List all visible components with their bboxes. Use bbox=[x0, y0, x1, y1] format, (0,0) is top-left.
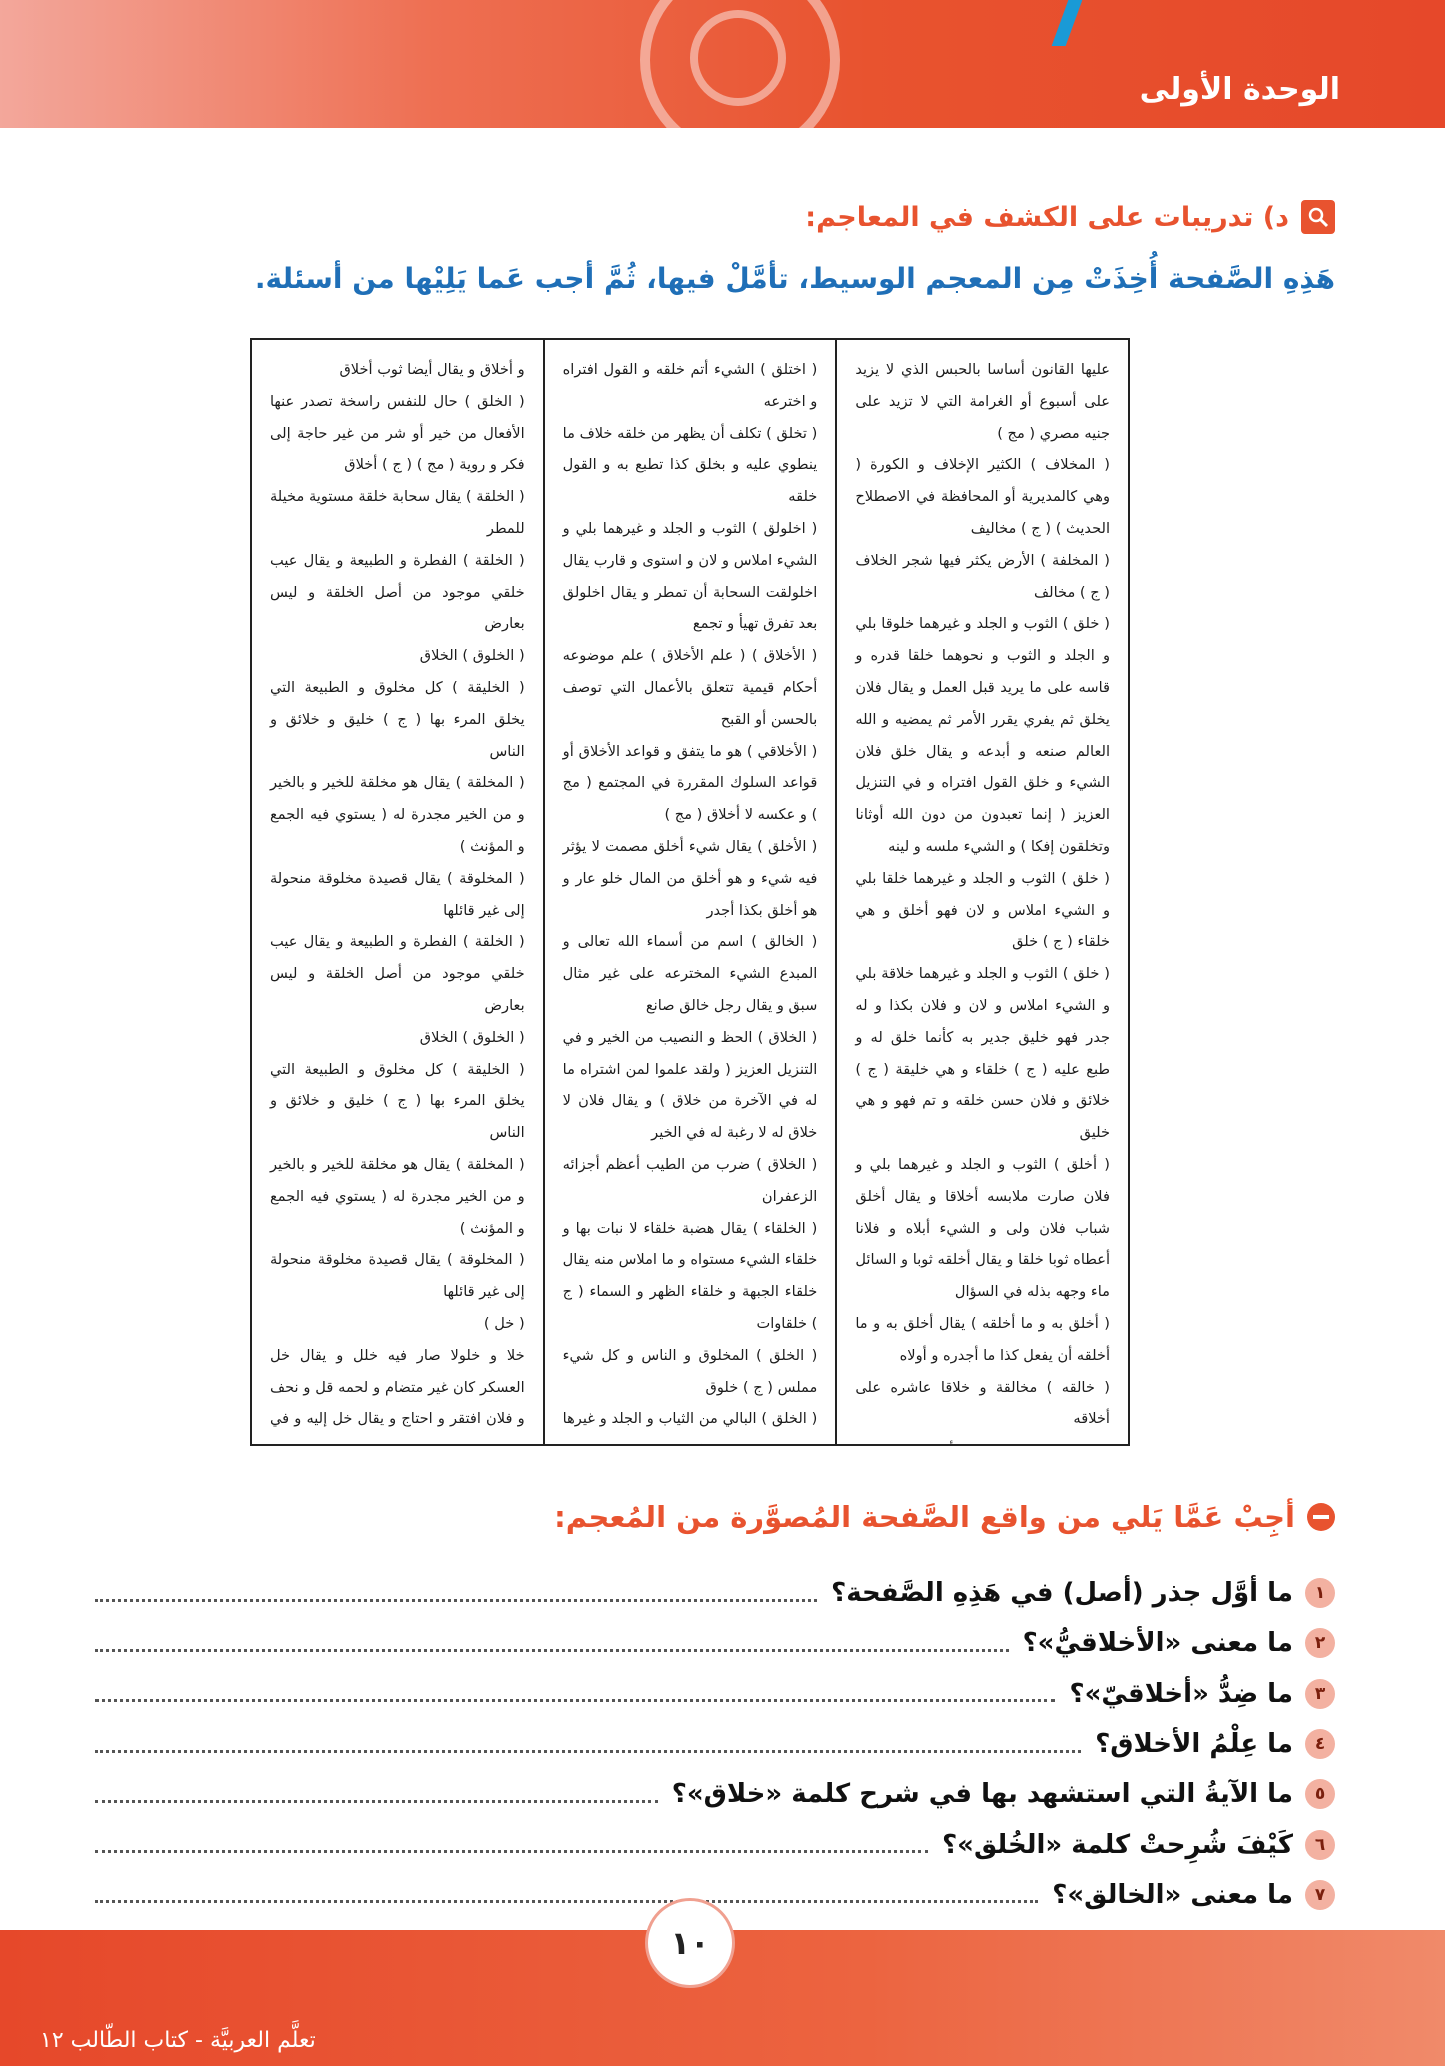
dictionary-entry: ( الأخلق ) يقال شيء أخلق مصمت لا يؤثر فيه شيء و هو أخلق من المال خلو عار و هو أخلق بكذا أجدر bbox=[562, 837, 818, 919]
question-number: ٣ bbox=[1305, 1679, 1335, 1709]
dictionary-entry: ( المخلقة ) يقال هو مخلقة للخير و بالخير و من الخير مجدرة له ( يستوي فيه الجمع و المؤنث ) bbox=[269, 1155, 525, 1237]
dictionary-entry: ( خل ) bbox=[483, 1314, 525, 1332]
question-item bbox=[95, 1769, 1335, 1819]
question-item bbox=[95, 1719, 1335, 1769]
question-text: ما أوَّل جذر (أصل) في هَذِهِ الصَّفحة؟ bbox=[831, 1578, 1293, 1609]
top-banner bbox=[0, 0, 1445, 128]
dictionary-entry: ( الخلاق ) الحظ و النصيب من الخير و في التنزيل العزيز ( ولقد علموا لمن اشتراه ما له في الآخرة من خلاق ) و يقال فلان لا خلاق له لا رغبة له في الخير bbox=[562, 1028, 818, 1142]
dictionary-entry: ( خلق ) الثوب و الجلد و غيرهما خلقا بلي و الشيء املاس و لان فهو أخلق و هي خلقاء ( ج ) خلق bbox=[855, 869, 1110, 951]
dictionary-entry: ( المخلقة ) يقال هو مخلقة للخير و بالخير و من الخير مجدرة له ( يستوي فيه الجمع و المؤنث ) bbox=[269, 774, 525, 855]
dictionary-entry: ( اخلولق ) الثوب و الجلد و غيرهما بلي و الشيء املاس و لان و استوى و قارب يقال اخلولقت السحابة أن تمطر و يقال اخلولق بعد تفرق تهيأ و تجمع bbox=[562, 519, 818, 633]
question-number: ٢ bbox=[1305, 1628, 1335, 1658]
dictionary-entry: ( الخليقة ) كل مخلوق و الطبيعة التي يخلق المرء بها ( ج ) خليق و خلائق و الناس bbox=[269, 678, 525, 760]
question-item bbox=[95, 1618, 1335, 1668]
search-icon bbox=[1301, 200, 1335, 234]
dictionary-column-right bbox=[837, 340, 1128, 1444]
question-number: ٦ bbox=[1305, 1830, 1335, 1860]
dictionary-entry: ( الخلوق ) الخلاق bbox=[419, 1028, 525, 1046]
question-item bbox=[95, 1819, 1335, 1869]
dictionary-entry: ( الخلق ) المخلوق و الناس و كل شيء مملس ( ج ) خلوق bbox=[562, 1346, 818, 1396]
dictionary-entry: ( خلق ) الثوب و الجلد و غيرهما خلوقا بلي و الجلد و الثوب و نحوهما خلقا قدره و قاسه على ما يريد قبل العمل و يقال فلان يخلق ثم يفري يقرر الأمر ثم يمضيه و الله العالم صنعه و أبدعه و يقال خلق فلان الشيء و خلق القول افتراه و في التنزيل العزيز ( إنما تعبدون من دون الله أوثانا وتخلقون إفكا ) و الشيء ملسه و لينه bbox=[855, 615, 1110, 855]
decorative-stripe bbox=[1052, 0, 1083, 46]
dictionary-entry: ( الخلقة ) الفطرة و الطبيعة و يقال عيب خلقي موجود من أصل الخلقة و ليس بعارض bbox=[269, 933, 525, 1014]
question-item bbox=[95, 1568, 1335, 1618]
dictionary-entry: ( المخلوقة ) يقال قصيدة مخلوقة منحولة إلى غير قائلها bbox=[269, 1251, 525, 1301]
dictionary-entry: ( الخالق ) اسم من أسماء الله تعالى و المبدع الشيء المخترعه على غير مثال سبق و يقال رجل خالق صانع bbox=[562, 933, 818, 1014]
dictionary-entry: ( أخلق ) الثوب و الجلد و غيرهما بلي و فلان صارت ملابسه أخلاقا و يقال أخلق شباب فلان ولى و الشيء أبلاه و فلانا أعطاه ثوبا خلقا و يقال أخلقه ثوبا و السائل ماء وجهه بذله في السؤال bbox=[855, 1155, 1110, 1301]
dictionary-entry: عليها القانون أساسا بالحبس الذي لا يزيد على أسبوع أو الغرامة التي لا تزيد على جنيه مصري ( مج ) bbox=[855, 361, 1110, 442]
question-number: ٧ bbox=[1305, 1880, 1335, 1910]
question-number: ٤ bbox=[1305, 1729, 1335, 1759]
questions-heading-text: أجِبْ عَمَّا يَلي من واقع الصَّفحة المُصوَّرة من المُعجم: bbox=[554, 1500, 1295, 1534]
dictionary-entry bbox=[855, 1435, 1110, 1444]
dictionary-entry: ( الخلق ) البالي من الثياب و الجلد و غيرها bbox=[562, 1410, 818, 1428]
dictionary-entry: ( خالقه ) مخالقة و خلاقا عاشره على أخلاقه bbox=[855, 1378, 1110, 1428]
answer-line[interactable] bbox=[95, 1649, 1009, 1652]
answer-line[interactable] bbox=[95, 1800, 658, 1803]
dictionary-page bbox=[250, 338, 1130, 1446]
question-text: ما معنى «الأخلاقيُّ»؟ bbox=[1022, 1628, 1293, 1659]
question-item bbox=[95, 1669, 1335, 1719]
question-text: ما معنى «الخالق»؟ bbox=[1052, 1879, 1293, 1910]
question-text: ما ضِدُّ «أخلاقيّ»؟ bbox=[1069, 1678, 1293, 1709]
questions-list bbox=[95, 1568, 1335, 1920]
dictionary-entry: ( الخلاق ) ضرب من الطيب أعظم أجزائه الزعفران bbox=[562, 1155, 818, 1205]
dictionary-entry: ( الخلوق ) الخلاق bbox=[419, 647, 525, 665]
dictionary-entry: ( الخليقة ) كل مخلوق و الطبيعة التي يخلق المرء بها ( ج ) خليق و خلائق و الناس bbox=[269, 1060, 525, 1142]
dictionary-entry: خلا و خلولا صار فيه خلل و يقال خل العسكر كان غير متضام و لحمه قل و نحف و فلان افتقر و احتاج و يقال خل إليه و في bbox=[269, 1346, 525, 1428]
questions-heading bbox=[554, 1500, 1335, 1534]
dictionary-entry: ( اختلق ) الشيء أتم خلقه و القول افتراه و اخترعه bbox=[562, 361, 818, 410]
question-text: ما الآيةُ التي استشهد بها في شرح كلمة «خلاق»؟ bbox=[671, 1779, 1293, 1810]
unit-title: الوحدة الأولى bbox=[1139, 72, 1340, 107]
book-title: تعلَّم العربيَّة - كتاب الطّالب ١٢ bbox=[40, 2028, 316, 2053]
dictionary-entry: ( خلق ) الثوب و الجلد و غيرهما خلاقة بلي و الشيء املاس و لان و فلان بكذا و له جدر فهو خليق جدير به كأنما خلق له و طبع عليه ( ج ) خلقاء و هي خليقة ( ج ) خلائق و فلان حسن خلقه و تم فهو و هي خليق bbox=[855, 965, 1110, 1142]
question-text: ما عِلْمُ الأخلاق؟ bbox=[1095, 1729, 1293, 1760]
page-number: ١٠ bbox=[645, 1898, 735, 1988]
section-title: د) تدريبات على الكشف في المعاجم: bbox=[805, 201, 1289, 233]
dictionary-entry: ( الأخلاقي ) هو ما يتفق و قواعد الأخلاق أو قواعد السلوك المقررة في المجتمع ( مج ) و عكسه لا أخلاق ( مج ) bbox=[562, 742, 818, 824]
dictionary-entry: ( الأخلاق ) ( علم الأخلاق ) علم موضوعه أحكام قيمية تتعلق بالأعمال التي توصف بالحسن أو القبح bbox=[562, 647, 818, 728]
instruction-text: هَذِهِ الصَّفحة أُخِذَتْ مِن المعجم الوسيط، تأمَّلْ فيها، ثُمَّ أجب عَما يَلِيْها من أسئلة. bbox=[254, 262, 1335, 295]
dictionary-entry: ( أخلق به و ما أخلقه ) يقال أخلق به و ما أخلقه أن يفعل كذا ما أجدره و أولاه bbox=[855, 1314, 1110, 1364]
question-number: ١ bbox=[1305, 1578, 1335, 1608]
dictionary-entry: ( تخلق ) تكلف أن يظهر من خلقه خلاف ما ينطوي عليه و بخلق كذا تطبع به و القول خلقه bbox=[562, 424, 818, 506]
minus-circle-icon bbox=[1307, 1503, 1335, 1531]
dictionary-entry: ( المخلوقة ) يقال قصيدة مخلوقة منحولة إلى غير قائلها bbox=[269, 869, 525, 919]
dictionary-column-middle bbox=[545, 340, 838, 1444]
answer-line[interactable] bbox=[95, 1699, 1055, 1702]
answer-line[interactable] bbox=[95, 1750, 1081, 1753]
dictionary-entry: ( المخلفة ) الأرض يكثر فيها شجر الخلاف ( ج ) مخالف bbox=[855, 551, 1110, 601]
dictionary-entry: ( الخلقة ) يقال سحابة خلقة مستوية مخيلة للمطر bbox=[269, 488, 525, 537]
answer-line[interactable] bbox=[95, 1900, 1038, 1903]
answer-line[interactable] bbox=[95, 1599, 817, 1602]
answer-line[interactable] bbox=[95, 1850, 928, 1853]
dictionary-entry: ( الخلقاء ) يقال هضبة خلقاء لا نبات بها و خلقاء الشيء مستواه و ما املاس منه يقال خلقاء الجبهة و خلقاء الظهر و السماء ( ج ) خلقاوات bbox=[562, 1219, 818, 1332]
dictionary-entry: ( المخلاف ) الكثير الإخلاف و الكورة ( وهي كالمديرية أو المحافظة في الاصطلاح الحديث ) ( ج ) مخاليف bbox=[855, 456, 1110, 537]
dictionary-column-left bbox=[252, 340, 545, 1444]
dictionary-entry: ( الخلقة ) الفطرة و الطبيعة و يقال عيب خلقي موجود من أصل الخلقة و ليس بعارض bbox=[269, 551, 525, 633]
decorative-ring-inner bbox=[690, 10, 786, 106]
question-number: ٥ bbox=[1305, 1779, 1335, 1809]
dictionary-entry: و أخلاق و يقال أيضا ثوب أخلاق bbox=[339, 361, 525, 378]
question-text: كَيْفَ شُرِحتْ كلمة «الخُلق»؟ bbox=[942, 1829, 1293, 1860]
dictionary-entry: ( الخلق ) حال للنفس راسخة تصدر عنها الأفعال من خير أو شر من غير حاجة إلى فكر و روية ( مج ) ( ج ) أخلاق bbox=[269, 392, 525, 474]
section-heading bbox=[805, 200, 1335, 234]
